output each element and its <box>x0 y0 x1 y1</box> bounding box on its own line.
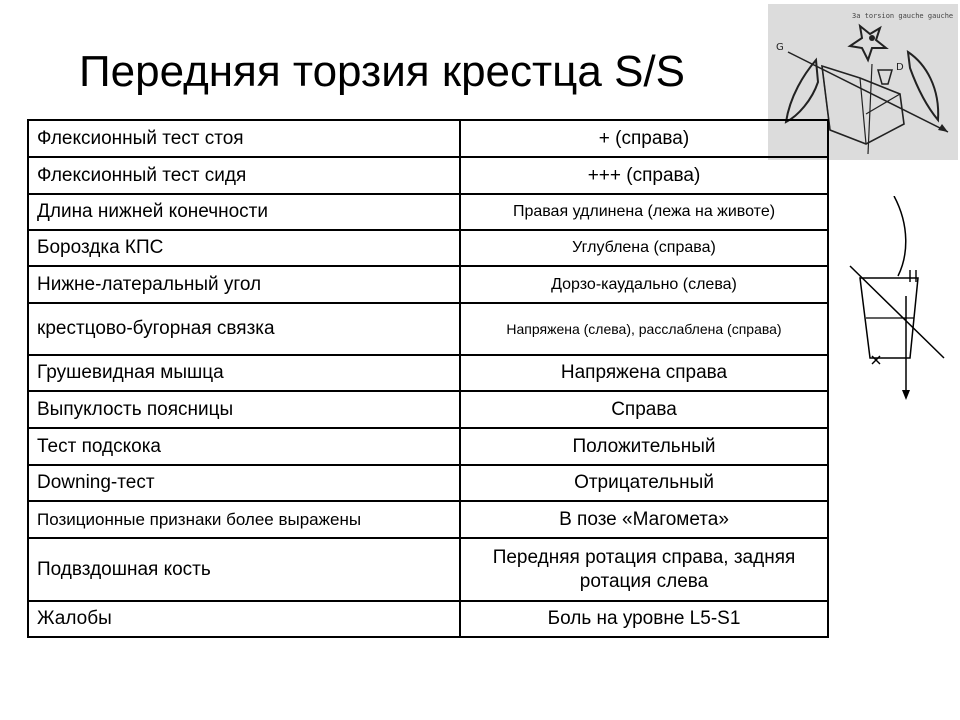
table-row <box>28 230 828 266</box>
table-cell-parameter: Нижне-латеральный угол <box>28 266 460 303</box>
table-cell-value: +++ (справа) <box>460 157 828 194</box>
table-cell-parameter: Позиционные признаки более выражены <box>28 501 460 538</box>
sketch-caption: 3a torsion gauche gauche <box>852 12 954 20</box>
table-cell-value: Дорзо-каудально (слева) <box>460 266 828 303</box>
table-cell-parameter: Бороздка КПС <box>28 230 460 266</box>
table-cell-parameter: Тест подскока <box>28 428 460 465</box>
table-cell-value: В позе «Магомета» <box>460 501 828 538</box>
table-cell-value: Передняя ротация справа, задняя ротация слева <box>460 538 828 601</box>
table-row <box>28 465 828 501</box>
table-row <box>28 428 828 465</box>
table-row <box>28 538 828 601</box>
sacrum-axis-diagram <box>848 196 948 406</box>
table-cell-parameter: Длина нижней конечности <box>28 194 460 230</box>
table-row <box>28 303 828 355</box>
svg-text:G: G <box>776 42 784 53</box>
table-cell-value: Боль на уровне L5-S1 <box>460 601 828 637</box>
table-cell-value: Напряжена (слева), расслаблена (справа) <box>460 303 828 355</box>
slide-title: Передняя торзия крестца S/S <box>79 47 685 96</box>
table-cell-parameter: Выпуклость поясницы <box>28 391 460 428</box>
table-cell-value: Справа <box>460 391 828 428</box>
table-row <box>28 266 828 303</box>
table-row <box>28 501 828 538</box>
table-row <box>28 391 828 428</box>
table-cell-parameter: Жалобы <box>28 601 460 637</box>
table-cell-parameter: Флексионный тест стоя <box>28 120 460 157</box>
sacral-torsion-findings-table <box>27 119 829 638</box>
table-cell-value: Напряжена справа <box>460 355 828 391</box>
svg-text:D: D <box>896 62 904 73</box>
table-cell-parameter: Флексионный тест сидя <box>28 157 460 194</box>
table-cell-value: Правая удлинена (лежа на животе) <box>460 194 828 230</box>
table-cell-value: + (справа) <box>460 120 828 157</box>
table-row <box>28 194 828 230</box>
table-cell-parameter: крестцово-бугорная связка <box>28 303 460 355</box>
table-cell-parameter: Подвздошная кость <box>28 538 460 601</box>
table-row <box>28 120 828 157</box>
table-row <box>28 157 828 194</box>
table-row <box>28 601 828 637</box>
table-row <box>28 355 828 391</box>
table-cell-value: Углублена (справа) <box>460 230 828 266</box>
table-cell-parameter: Downing-тест <box>28 465 460 501</box>
table-cell-value: Отрицательный <box>460 465 828 501</box>
table-cell-value: Положительный <box>460 428 828 465</box>
table-cell-parameter: Грушевидная мышца <box>28 355 460 391</box>
